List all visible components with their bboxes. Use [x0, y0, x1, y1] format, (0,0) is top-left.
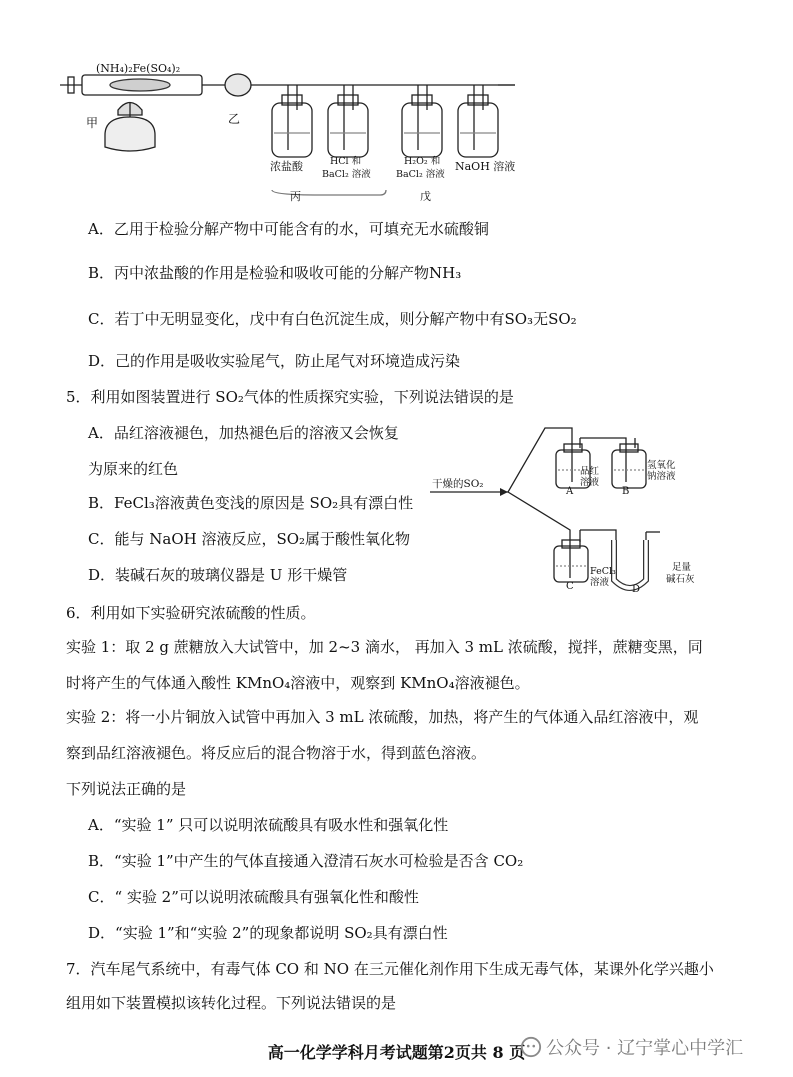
wechat-icon: [520, 1036, 542, 1058]
q7-stem-line1: 7．汽车尾气系统中，有毒气体 CO 和 NO 在三元催化剂作用下生成无毒气体，某课外化学兴趣小: [66, 960, 714, 978]
bottle4-label: NaOH 溶液: [455, 160, 516, 173]
bottle3-label-1: H₂O₂ 和: [404, 156, 441, 167]
q6-exp2-line2: 察到品红溶液褪色。将反应后的混合物溶于水，得到蓝色溶液。: [66, 744, 487, 762]
q4-option-a: A．乙用于检验分解产物中可能含有的水，可填充无水硫酸铜: [88, 220, 489, 238]
reagent-label: (NH₄)₂Fe(SO₄)₂: [96, 62, 181, 75]
q6-option-d: D．“实验 1”和“实验 2”的现象都说明 SO₂具有漂白性: [88, 924, 448, 942]
bottle2-label-1: HCl 和: [330, 156, 362, 167]
bottle-b-label-1: 氢氧化: [647, 460, 676, 471]
label-bing: 丙: [290, 190, 301, 203]
q7-stem-line2: 组用如下装置模拟该转化过程。下列说法错误的是: [66, 994, 397, 1012]
q5-option-a-2: 为原来的红色: [88, 460, 179, 478]
q4-option-b: B．丙中浓盐酸的作用是检验和吸收可能的分解产物NH₃: [88, 264, 462, 282]
bottle2-label-2: BaCl₂ 溶液: [322, 169, 371, 180]
q6-exp1-line1: 实验 1：取 2 g 蔗糖放入大试管中，加 2~3 滴水， 再加入 3 mL 浓硫酸，搅拌，蔗糖变黑，同: [66, 638, 703, 656]
watermark: [520, 1034, 743, 1060]
q5-option-c: C．能与 NaOH 溶液反应，SO₂属于酸性氧化物: [88, 530, 411, 548]
q6-option-c: C．“ 实验 2”可以说明浓硫酸具有强氧化性和酸性: [88, 888, 419, 906]
q5-option-d: D．装碱石灰的玻璃仪器是 U 形干燥管: [88, 566, 348, 584]
q4-option-d: D．己的作用是吸收实验尾气，防止尾气对环境造成污染: [88, 352, 461, 370]
bottle-a-label-2: 溶液: [580, 477, 600, 488]
q6-option-a: A．“实验 1” 只可以说明浓硫酸具有吸水性和强氧化性: [88, 816, 449, 834]
tube-d-label-2: 碱石灰: [666, 574, 695, 585]
q6-exp2-line1: 实验 2：将一小片铜放入试管中再加入 3 mL 浓硫酸，加热，将产生的气体通入品红溶液中，观: [66, 708, 699, 726]
q5-option-b: B．FeCl₃溶液黄色变浅的原因是 SO₂具有漂白性: [88, 494, 414, 512]
label-wu: 戊: [420, 190, 431, 203]
label-yi: 乙: [228, 112, 241, 126]
label-jia: 甲: [86, 116, 99, 130]
tube-d-letter: D: [632, 584, 641, 595]
tube-d-label-1: 足量: [672, 562, 692, 573]
apparatus-diagram-2: [430, 420, 690, 600]
bottle-a-label-1: 品红: [580, 466, 600, 477]
q6-exp1-line2: 时将产生的气体通入酸性 KMnO₄溶液中，观察到 KMnO₄溶液褪色。: [66, 674, 530, 692]
bottle-c-letter: C: [566, 581, 574, 592]
q6-stem: 6．利用如下实验研究浓硫酸的性质。: [66, 604, 316, 622]
bottle-b-letter: B: [622, 486, 630, 497]
q4-option-c: C．若丁中无明显变化，戊中有白色沉淀生成，则分解产物中有SO₃无SO₂: [88, 310, 577, 328]
bottle-c-label-2: 溶液: [590, 577, 610, 588]
q6-ask: 下列说法正确的是: [66, 780, 187, 798]
q5-stem: 5．利用如图装置进行 SO₂气体的性质探究实验，下列说法错误的是: [66, 388, 514, 406]
q6-option-b: B．“实验 1”中产生的气体直接通入澄清石灰水可检验是否含 CO₂: [88, 852, 524, 870]
bottle3-label-2: BaCl₂ 溶液: [396, 169, 445, 180]
inlet-label: 干燥的SO₂: [432, 478, 484, 490]
bottle1-label: 浓盐酸: [270, 160, 303, 173]
apparatus-diagram-1: [60, 55, 620, 215]
page-footer: 高一化学学科月考试题第2页共 8 页: [267, 1043, 526, 1062]
bottle-c-label-1: FeCl₃: [590, 566, 616, 577]
bottle-b-label-2: 钠溶液: [647, 471, 676, 482]
bottle-a-letter: A: [566, 486, 574, 497]
q5-option-a-1: A．品红溶液褪色，加热褪色后的溶液又会恢复: [88, 424, 399, 442]
watermark-text: 公众号 · 辽宁掌心中学汇: [546, 1038, 744, 1059]
